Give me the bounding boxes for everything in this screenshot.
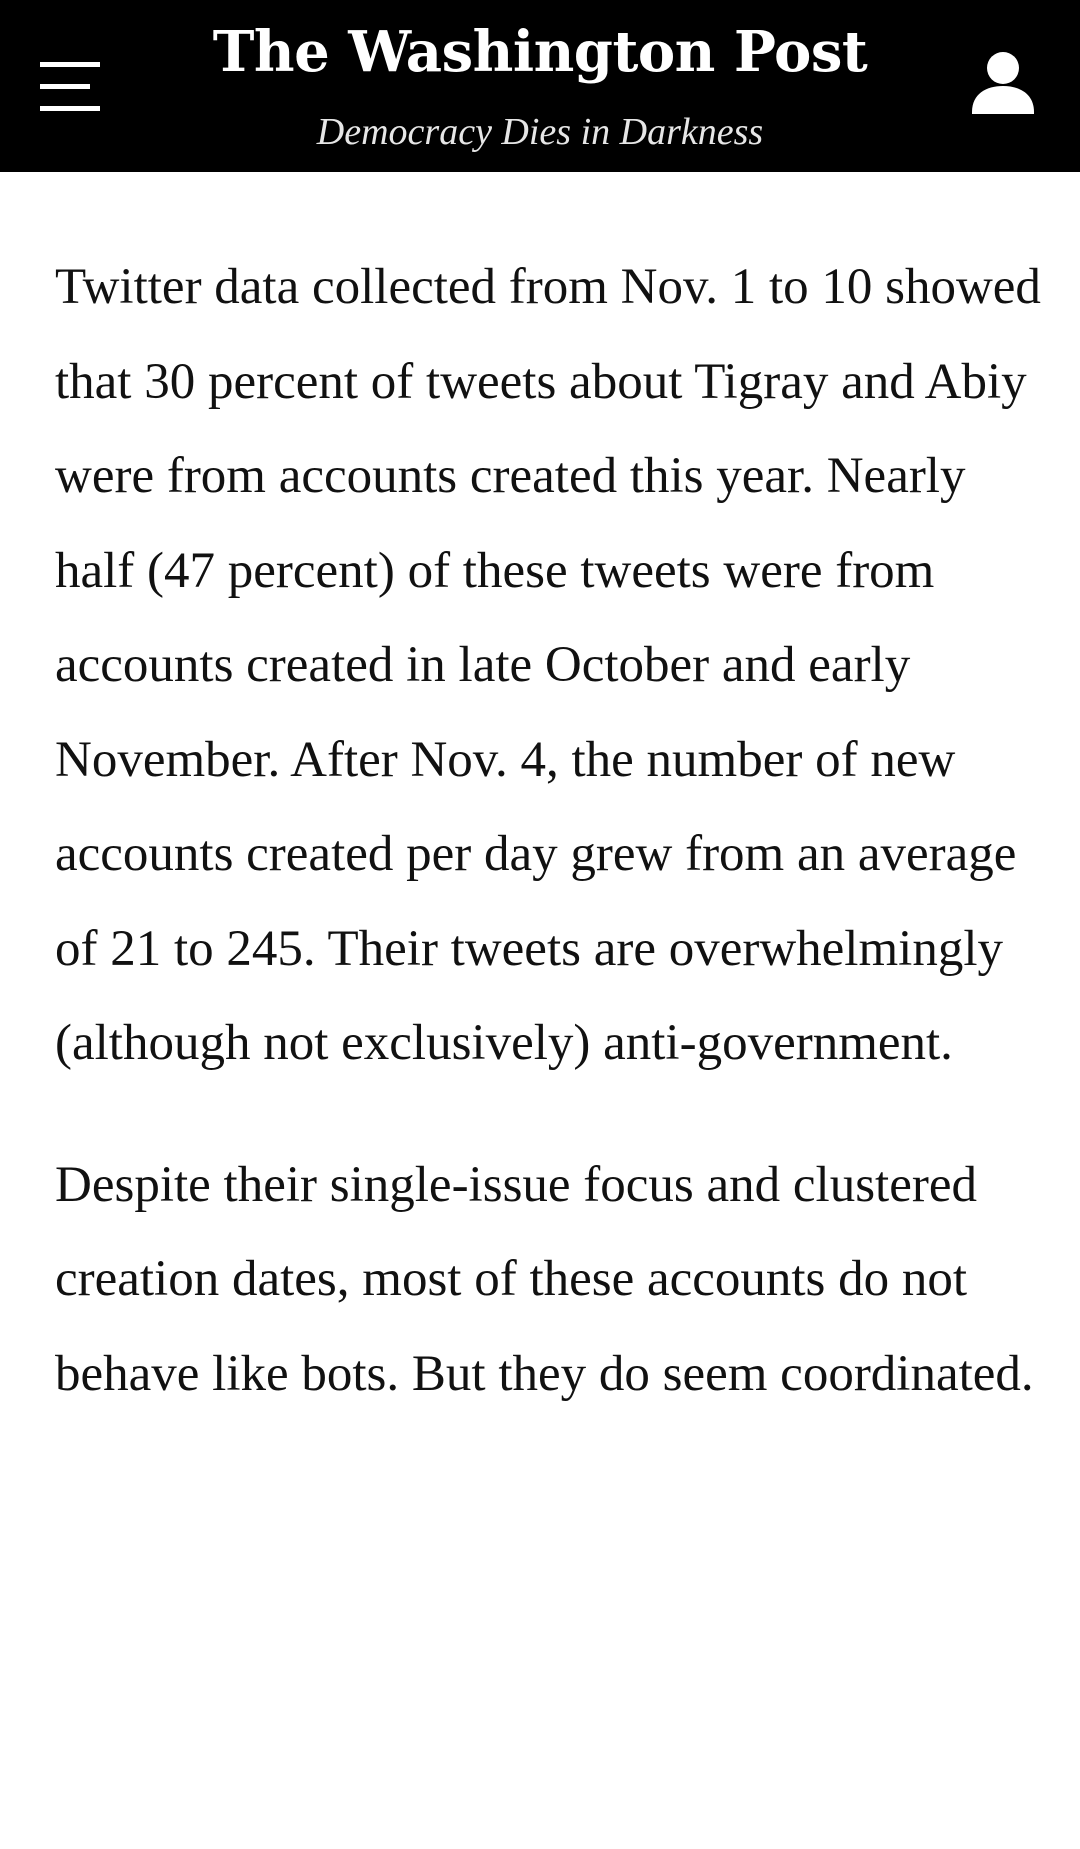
article-paragraph: Twitter data collected from Nov. 1 to 10 showed that 30 percent of tweets about Tigray and Abiy were from accounts created this year. Nearly half (47 percent) of these tweets were from accounts created in late October and early November. After Nov. 4, the number of new accounts created per day grew from an average of 21 to 245. Their tweets are overwhelmingly (although not exclusively) anti-government. [55,259,1041,1071]
masthead-tagline: Democracy Dies in Darkness [316,111,764,153]
account-button[interactable] [966,48,1040,122]
hamburger-menu-icon [40,52,112,118]
washington-post-logo[interactable]: The Washington Post [212,19,868,85]
article-body [55,240,1045,1421]
masthead [200,8,880,152]
article-paragraph: Despite their single-issue focus and clustered creation dates, most of these accounts do not behave like bots. But they do seem coordinated. [55,1156,1034,1402]
menu-button[interactable] [40,52,112,118]
user-account-icon [966,48,1040,122]
top-navigation-bar [0,0,1080,172]
